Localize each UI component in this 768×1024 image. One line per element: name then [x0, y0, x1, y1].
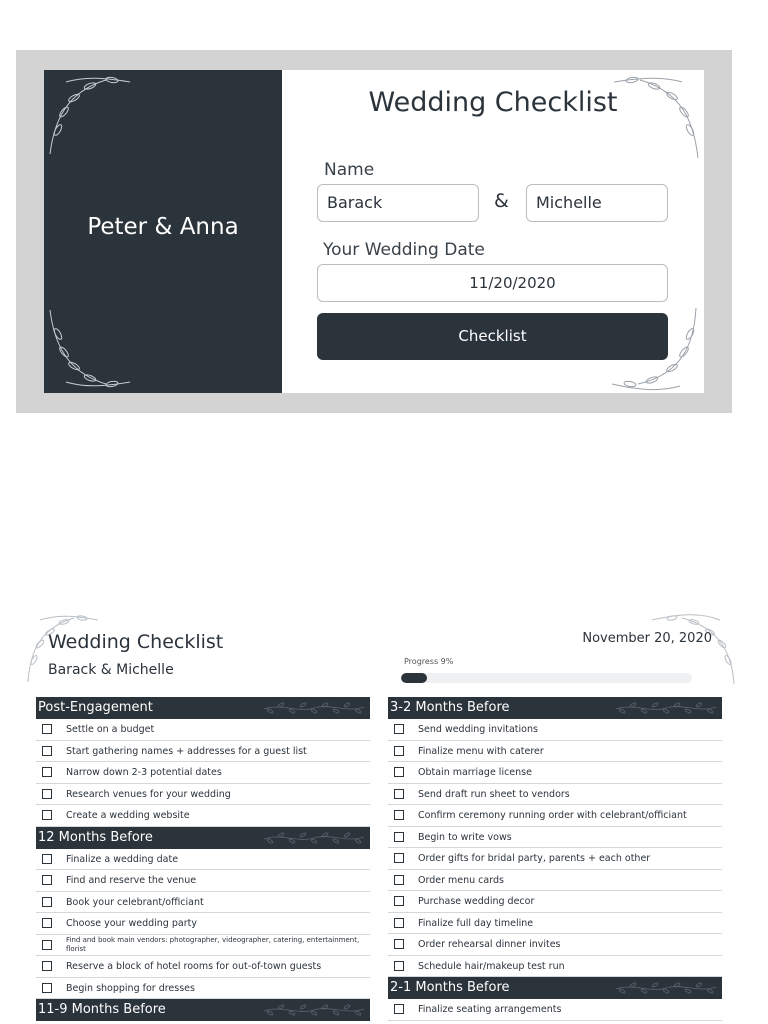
section-header	[388, 697, 722, 719]
name1-input[interactable]	[317, 184, 479, 222]
checkbox-icon[interactable]	[42, 810, 52, 820]
name2-input[interactable]	[526, 184, 668, 222]
checklist-item	[388, 827, 722, 849]
checkbox-icon[interactable]	[394, 961, 404, 971]
checkbox-icon[interactable]	[42, 854, 52, 864]
checkbox-icon[interactable]	[394, 875, 404, 885]
checklist-item	[388, 762, 722, 784]
checklist-item-label: Start gathering names + addresses for a guest list	[66, 745, 307, 757]
wedding-date-input[interactable]	[317, 264, 668, 302]
checkbox-icon[interactable]	[42, 940, 52, 950]
checklist-item-label: Settle on a budget	[66, 724, 155, 735]
checklist-item	[36, 741, 370, 763]
checklist-button[interactable]: Checklist	[317, 313, 668, 360]
section-title: 12 Months Before	[38, 829, 153, 845]
vine-ornament-icon	[614, 701, 718, 715]
checklist-item-label: Obtain marriage license	[418, 767, 532, 778]
checkbox-icon[interactable]	[394, 832, 404, 842]
checklist-item-label: Book your celebrant/officiant	[66, 896, 204, 908]
checkbox-icon[interactable]	[394, 789, 404, 799]
checklist-item-label: Send draft run sheet to vendors	[418, 788, 570, 800]
checklist-item	[36, 762, 370, 784]
checklist-item	[36, 978, 370, 1000]
checkbox-icon[interactable]	[42, 746, 52, 756]
checkbox-icon[interactable]	[394, 724, 404, 734]
checklist-item	[388, 999, 722, 1021]
checklist-item	[36, 805, 370, 827]
form-title: Wedding Checklist	[368, 87, 618, 118]
checklist-item	[388, 741, 722, 763]
checklist-item-label: Narrow down 2-3 potential dates	[66, 767, 222, 778]
checkbox-icon[interactable]	[42, 767, 52, 777]
checklist-item	[388, 805, 722, 827]
name-label: Name	[324, 160, 375, 180]
vine-ornament-icon	[262, 701, 366, 715]
checkbox-icon[interactable]	[394, 918, 404, 928]
name2-value: Michelle	[536, 193, 602, 212]
checklist-item	[36, 913, 370, 935]
section-header	[36, 697, 370, 719]
section-title: 2-1 Months Before	[390, 980, 510, 995]
checkbox-icon[interactable]	[394, 896, 404, 906]
wedding-date-value: 11/20/2020	[469, 274, 556, 292]
wedding-date-label: Your Wedding Date	[323, 240, 485, 260]
checklist-item	[388, 956, 722, 978]
checklist-item-label: Order gifts for bridal party, parents + each other	[418, 853, 651, 864]
progress-label: Progress 9%	[404, 657, 454, 666]
vine-ornament-icon	[262, 831, 366, 845]
section-title: 11-9 Months Before	[38, 1002, 166, 1017]
checkbox-icon[interactable]	[394, 1004, 404, 1014]
name1-value: Barack	[327, 193, 383, 212]
checklist-column-left	[36, 697, 370, 1021]
checkbox-icon[interactable]	[42, 961, 52, 971]
checklist-item-label: Research venues for your wedding	[66, 788, 231, 800]
checklist-item-label: Find and book main vendors: photographer, videographer, catering, entertainment, florist	[66, 935, 360, 953]
checklist-item-label: Reserve a block of hotel rooms for out-of-town guests	[66, 961, 322, 972]
checklist-column-right	[388, 697, 722, 1021]
checklist-item	[388, 719, 722, 741]
checklist-item-label: Finalize a wedding date	[66, 853, 179, 865]
section-title: Post-Engagement	[38, 700, 153, 715]
checkbox-icon[interactable]	[42, 875, 52, 885]
checklist-item-label: Finalize full day timeline	[418, 917, 534, 929]
checklist-item-label: Finalize menu with caterer	[418, 745, 544, 757]
leaf-flourish-icon	[46, 306, 132, 392]
section-title: 3-2 Months Before	[390, 700, 510, 715]
checklist-item	[388, 870, 722, 892]
checklist-item-label: Order rehearsal dinner invites	[418, 939, 561, 950]
checklist-item-label: Begin to write vows	[418, 831, 512, 843]
checklist-item-label: Purchase wedding decor	[418, 896, 535, 907]
checkbox-icon[interactable]	[394, 853, 404, 863]
checklist-item	[388, 784, 722, 806]
checklist-item-label: Schedule hair/makeup test run	[418, 960, 565, 972]
checklist-item	[388, 891, 722, 913]
checklist-item	[36, 870, 370, 892]
checklist-item-label: Finalize seating arrangements	[418, 1004, 562, 1015]
checkbox-icon[interactable]	[394, 746, 404, 756]
checkbox-icon[interactable]	[42, 983, 52, 993]
checklist-item	[36, 719, 370, 741]
ampersand: &	[494, 190, 509, 212]
checklist-item-label: Create a wedding website	[66, 810, 190, 821]
checkbox-icon[interactable]	[42, 897, 52, 907]
vine-ornament-icon	[262, 1003, 366, 1017]
section-header	[388, 977, 722, 999]
progress-bar	[401, 673, 692, 683]
checklist-item	[388, 934, 722, 956]
vine-ornament-icon	[614, 981, 718, 995]
checklist-item-label: Begin shopping for dresses	[66, 982, 195, 994]
checklist-item-label: Send wedding invitations	[418, 724, 538, 735]
checklist-title: Wedding Checklist	[48, 631, 224, 653]
checkbox-icon[interactable]	[42, 918, 52, 928]
checklist-item	[388, 848, 722, 870]
checklist-item-label: Choose your wedding party	[66, 918, 197, 929]
checklist-item	[36, 849, 370, 871]
checklist-item	[36, 935, 370, 957]
checklist-item	[36, 892, 370, 914]
checklist-item	[388, 913, 722, 935]
section-header	[36, 999, 370, 1021]
couple-display-name: Peter & Anna	[87, 214, 239, 240]
checklist-item-label: Find and reserve the venue	[66, 875, 197, 886]
checklist-item	[36, 784, 370, 806]
progress-bar-fill	[401, 673, 427, 683]
checkbox-icon[interactable]	[394, 767, 404, 777]
section-header	[36, 827, 370, 849]
checklist-item	[36, 956, 370, 978]
checkbox-icon[interactable]	[394, 810, 404, 820]
checklist-item-label: Confirm ceremony running order with celebrant/officiant	[418, 810, 687, 821]
checklist-wedding-date: November 20, 2020	[582, 631, 712, 646]
checkbox-icon[interactable]	[394, 939, 404, 949]
leaf-flourish-icon	[46, 72, 132, 158]
checklist-item-label: Order menu cards	[418, 874, 504, 886]
checkbox-icon[interactable]	[42, 724, 52, 734]
checklist-couple-names: Barack & Michelle	[48, 662, 174, 678]
checkbox-icon[interactable]	[42, 789, 52, 799]
